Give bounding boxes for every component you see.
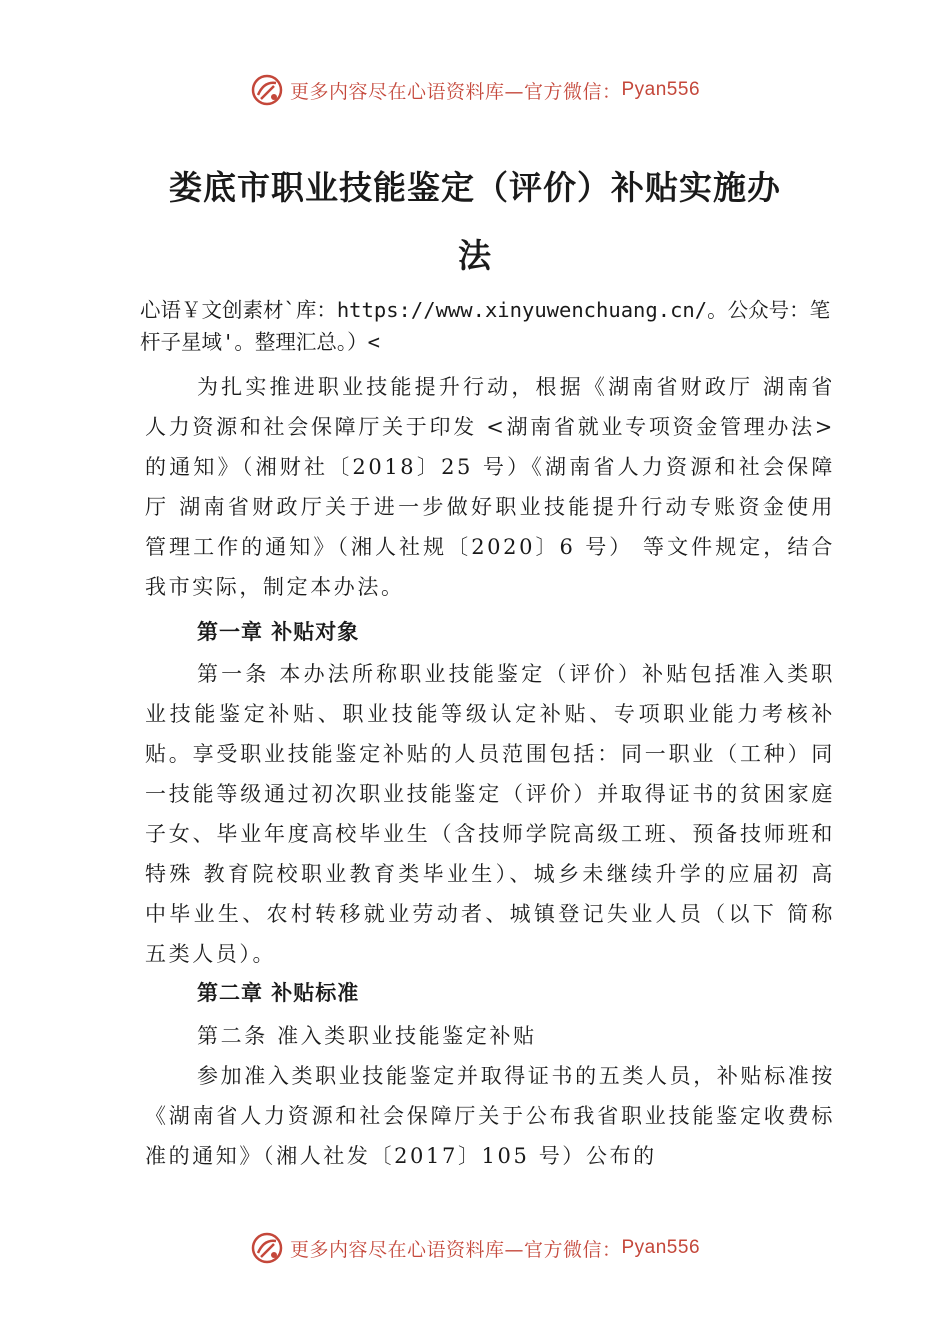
source-note: 心语￥文创素材`库：https://www.xinyuwenchuang.cn/。公众号：笔杆子星域'。整理汇总。）< xyxy=(140,298,831,354)
article-1-paragraph: 第一条 本办法所称职业技能鉴定（评价）补贴包括准入类职业技能鉴定补贴、职业技能等级认定补贴、专项职业能力考核补贴。享受职业技能鉴定补贴的人员范围包括：同一职业（工种）同一技能等级通过初次职业技能鉴定（评价）并取得证书的贫困家庭子女、毕业年度高校毕业生（含技师学院高级工班、预备技师班和特殊 教育院校职业教育类毕业生）、城乡未继续升学的应届初 高中毕业生、农村转移就业劳动者、城镇登记失业人员（以下 简称五类人员）。 xyxy=(145,662,835,966)
footer-watermark-banner xyxy=(0,1228,950,1268)
intro-paragraph: 为扎实推进职业技能提升行动，根据《湖南省财政厅 湖南省人力资源和社会保障厅关于印发 <湖南省就业专项资金管理办法>的通知》（湘财社〔2018〕25 号）《湖南省人力资源和社会保障厅 湖南省财政厅关于进一步做好职业技能提升行动专账资金使用管理工作的通知》（湘人社规〔2020〕6 号） 等文件规定，结合我市实际，制定本办法。 xyxy=(145,375,835,599)
banner-text: 更多内容尽在心语资料库—官方微信： xyxy=(289,80,622,103)
document-title-line1: 娄底市职业技能鉴定（评价）补贴实施办 xyxy=(169,168,781,207)
banner-wechat-id: Pyan556 xyxy=(621,1237,701,1258)
subsidy-standard-paragraph: 参加准入类职业技能鉴定并取得证书的五类人员，补贴标准按《湖南省人力资源和社会保障厅关于公布我省职业技能鉴定收费标准的通知》（湘人社发〔2017〕105 号）公布的 xyxy=(145,1064,835,1168)
brand-logo-icon xyxy=(250,1231,284,1265)
chapter-1-heading: 第一章 补贴对象 xyxy=(197,620,360,644)
banner-text: 更多内容尽在心语资料库—官方微信： xyxy=(289,1238,622,1261)
header-watermark-banner xyxy=(0,70,950,110)
chapter-2-heading: 第二章 补贴标准 xyxy=(197,981,360,1005)
brand-logo-icon xyxy=(250,73,284,107)
document-title-line2: 法 xyxy=(458,236,492,275)
article-2-heading: 第二条 准入类职业技能鉴定补贴 xyxy=(197,1024,537,1048)
banner-wechat-id: Pyan556 xyxy=(621,79,701,100)
